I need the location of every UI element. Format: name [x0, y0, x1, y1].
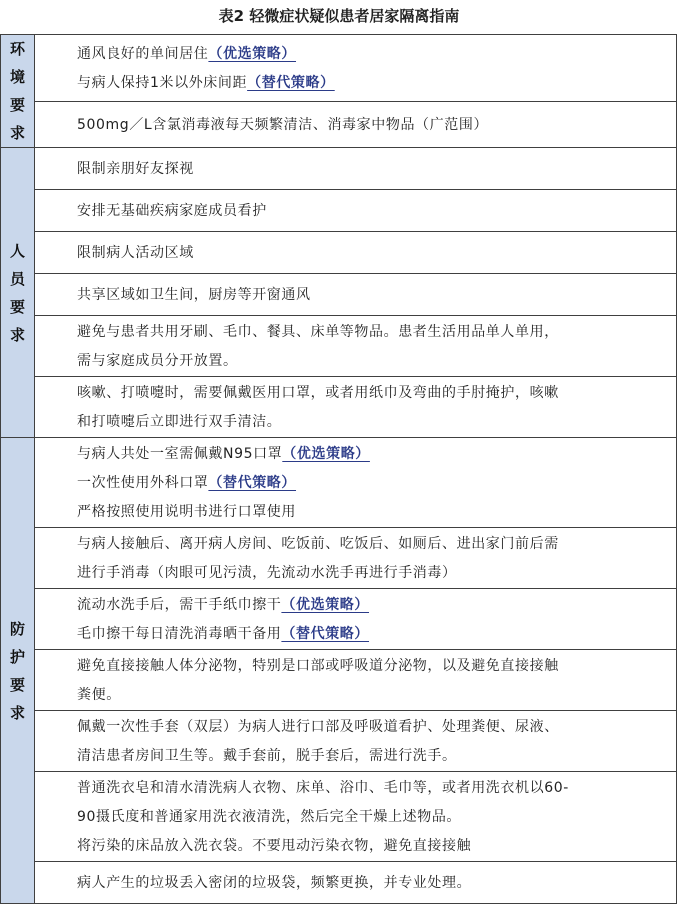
guide-row	[1, 232, 677, 274]
guide-item	[35, 377, 677, 438]
guide-row	[1, 148, 677, 190]
guide-item-line	[77, 869, 666, 898]
section-label-char: 护	[9, 647, 25, 666]
guide-item-line	[77, 318, 666, 347]
guide-item-text: 共享区域如卫生间，厨房等开窗通风	[77, 287, 311, 303]
guide-item-line	[77, 803, 666, 832]
section-label	[1, 35, 35, 148]
strategy-tag: （替代策略）	[247, 74, 335, 91]
section-label-char: 人	[9, 241, 25, 260]
guide-item	[35, 190, 677, 232]
guide-item-text: 避免与患者共用牙刷、毛巾、餐具、床单等物品。患者生活用品单人单用，	[77, 324, 559, 340]
guide-row	[1, 589, 677, 650]
section-label	[1, 148, 35, 438]
section-label-char: 境	[9, 68, 25, 86]
section-label-char: 求	[9, 325, 25, 344]
section-label-char: 求	[9, 703, 25, 722]
guide-item-line	[77, 155, 666, 184]
strategy-tag: （优选策略）	[282, 446, 370, 462]
guide-item-text: 病人产生的垃圾丢入密闭的垃圾袋，频繁更换，并专业处理。	[77, 875, 472, 891]
guide-item-text: 限制亲朋好友探视	[77, 161, 194, 177]
guide-row	[1, 377, 677, 438]
guide-item	[35, 148, 677, 190]
section-label-char: 要	[9, 675, 25, 694]
guide-item-line	[77, 498, 666, 527]
guide-item-line	[77, 681, 666, 710]
guide-item	[35, 274, 677, 316]
guide-item	[35, 316, 677, 377]
guide-item	[35, 232, 677, 274]
guide-item-line	[77, 408, 666, 437]
guide-item	[35, 438, 677, 528]
guide-item	[35, 650, 677, 711]
guide-item-text: 流动水洗手后，需干手纸巾擦干	[77, 597, 282, 613]
section-label-char: 求	[9, 124, 25, 142]
guide-item-line	[77, 197, 666, 226]
guide-item-text: 严格按照使用说明书进行口罩使用	[77, 504, 296, 520]
guide-row	[1, 528, 677, 589]
guide-row	[1, 274, 677, 316]
guide-row	[1, 316, 677, 377]
guide-item-line	[77, 774, 666, 803]
guide-item-text: 清洁患者房间卫生等。戴手套前，脱手套后，需进行洗手。	[77, 748, 457, 764]
guide-item-line	[77, 69, 666, 98]
guide-item-text: 佩戴一次性手套（双层）为病人进行口部及呼吸道看护、处理粪便、尿液、	[77, 719, 559, 735]
strategy-tag: （替代策略）	[208, 475, 297, 491]
guide-item-text: 90摄氏度和普通家用洗衣液清洗，然后完全干燥上述物品。	[77, 809, 462, 825]
section-label-char: 防	[9, 619, 25, 638]
strategy-tag: （替代策略）	[281, 626, 370, 642]
guide-item-text: 一次性使用外科口罩	[77, 475, 209, 491]
guide-row	[1, 711, 677, 772]
guide-item-line	[77, 40, 666, 69]
guide-item	[35, 772, 677, 862]
guide-item-text: 进行手消毒（肉眼可见污渍，先流动水洗手再进行手消毒）	[77, 565, 457, 581]
section-label	[1, 438, 35, 904]
guide-row	[1, 190, 677, 232]
guide-item-text: 500mg／L含氯消毒液每天频繁清洁、消毒家中物品（广范围）	[77, 116, 489, 133]
guide-item-text: 和打喷嚏后立即进行双手清洁。	[77, 414, 282, 430]
guide-row	[1, 438, 677, 528]
table-title: 表2 轻微症状疑似患者居家隔离指南	[218, 7, 460, 25]
guide-item-line	[77, 281, 666, 310]
guide-item	[35, 35, 677, 102]
guide-item-text: 安排无基础疾病家庭成员看护	[77, 203, 267, 219]
section-label-char: 员	[9, 269, 25, 288]
guide-row	[1, 862, 677, 904]
guide-item-text: 限制病人活动区域	[77, 245, 194, 261]
guide-item-line	[77, 239, 666, 268]
guide-item-line	[77, 379, 666, 408]
guide-item-line	[77, 559, 666, 588]
guide-item-text: 通风良好的单间居住	[77, 45, 209, 62]
guide-item-text: 避免直接接触人体分泌物，特别是口部或呼吸道分泌物，以及避免直接接触	[77, 658, 559, 674]
guide-row	[1, 35, 677, 102]
guide-item-text: 毛巾擦干每日清洗消毒晒干备用	[77, 626, 282, 642]
strategy-tag: （优选策略）	[281, 597, 370, 613]
guide-item-line	[77, 440, 666, 469]
guide-item-line	[77, 591, 666, 620]
guide-item-line	[77, 469, 666, 498]
guide-item-line	[77, 652, 666, 681]
guide-item-text: 与病人共处一室需佩戴N95口罩	[77, 446, 283, 462]
guide-item-line	[77, 347, 666, 376]
guide-item	[35, 589, 677, 650]
guide-item	[35, 862, 677, 904]
guide-item-text: 咳嗽、打喷嚏时，需要佩戴医用口罩，或者用纸巾及弯曲的手肘掩护，咳嗽	[77, 385, 559, 401]
guide-row	[1, 772, 677, 862]
guide-item	[35, 101, 677, 147]
guide-item-text: 与病人保持1米以外床间距	[77, 74, 248, 91]
section-label-char: 要	[9, 297, 25, 316]
guide-item	[35, 528, 677, 589]
section-label-char: 环	[9, 40, 25, 58]
guide-item-line	[77, 713, 666, 742]
guide-item-line	[77, 742, 666, 771]
guide-item-line	[77, 111, 666, 140]
guide-row	[1, 650, 677, 711]
strategy-tag: （优选策略）	[208, 45, 297, 62]
guide-item-text: 将污染的床品放入洗衣袋。不要甩动污染衣物，避免直接接触	[77, 838, 472, 854]
section-label-char: 要	[9, 96, 25, 114]
guide-item-text: 需与家庭成员分开放置。	[77, 353, 238, 369]
guide-item-text: 普通洗衣皂和清水清洗病人衣物、床单、浴巾、毛巾等，或者用洗衣机以60-	[77, 780, 569, 796]
guide-row	[1, 101, 677, 147]
guide-item-text: 粪便。	[77, 687, 121, 703]
guide-item-line	[77, 620, 666, 649]
guide-item-line	[77, 832, 666, 861]
guide-item	[35, 711, 677, 772]
isolation-guide-table	[0, 34, 677, 904]
guide-item-text: 与病人接触后、离开病人房间、吃饭前、吃饭后、如厕后、进出家门前后需	[77, 536, 559, 552]
guide-item-line	[77, 530, 666, 559]
